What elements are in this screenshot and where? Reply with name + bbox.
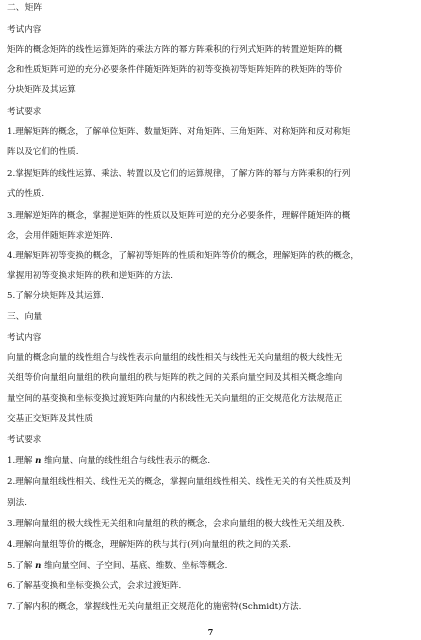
content-line-vector-3: 量空间的基变换和坐标变换过渡矩阵向量的内积线性无关向量组的正交规范化方法规范正: [7, 394, 343, 404]
req1-prefix: 1.理解: [7, 456, 33, 466]
content-line-vector-4: 交基正交矩阵及其性质: [7, 414, 93, 424]
requirement-line-matrix-2: 阵以及它们的性质.: [7, 147, 79, 157]
requirement-line-vector-5: 4.理解向量组等价的概念，理解矩阵的秩与其行(列)向量组的秩之间的关系.: [7, 540, 292, 550]
requirements-label-matrix: 考试要求: [7, 107, 42, 117]
requirement-line-matrix-7: 4.理解矩阵初等变换的概念，了解初等矩阵的性质和矩阵等价的概念，理解矩阵的秩的概念，: [7, 251, 359, 261]
requirements-label-vector: 考试要求: [7, 435, 42, 445]
requirement-line-matrix-5: 3.理解逆矩阵的概念，掌握逆矩阵的性质以及矩阵可逆的充分必要条件，理解伴随矩阵的概: [7, 211, 351, 221]
requirement-line-vector-3: 别法.: [7, 498, 27, 508]
content-line-matrix-1: 矩阵的概念矩阵的线性运算矩阵的乘法方阵的幂方阵乘积的行列式矩阵的转置逆矩阵的概: [7, 45, 343, 55]
requirement-line-vector-6: [7, 560, 416, 572]
content-line-matrix-3: 分块矩阵及其运算: [7, 85, 76, 95]
content-line-vector-2: 关组等价向量组向量组的秩向量组的秩与矩阵的秩之间的关系向量空间及其相关概念维向: [7, 373, 343, 383]
req5-prefix: 5.了解: [7, 561, 33, 571]
section-title-matrix: 二、矩阵: [7, 3, 43, 13]
requirement-line-vector-2: 2.理解向量组线性相关、线性无关的概念，掌握向量组线性相关、线性无关的有关性质及判: [7, 477, 351, 487]
variable-n: n: [35, 561, 42, 571]
requirement-line-matrix-6: 念，会用伴随矩阵求逆矩阵.: [7, 231, 113, 241]
content-label-vector: 考试内容: [7, 333, 42, 343]
requirement-line-vector-1: [7, 455, 416, 467]
requirement-line-vector-4: 3.理解向量组的极大线性无关组和向量组的秩的概念，会求向量组的极大线性无关组及秩.: [7, 519, 345, 529]
requirement-line-matrix-4: 式的性质.: [7, 189, 45, 199]
requirement-line-matrix-8: 掌握用初等变换求矩阵的秩和逆矩阵的方法.: [7, 271, 174, 281]
req5-suffix: 维向量空间、子空间、基底、维数、坐标等概念.: [44, 561, 228, 571]
content-line-matrix-2: 念和性质矩阵可逆的充分必要条件伴随矩阵矩阵的初等变换初等矩阵矩阵的秩矩阵的等价: [7, 65, 343, 75]
requirement-line-matrix-1: 1.理解矩阵的概念，了解单位矩阵、数量矩阵、对角矩阵、三角矩阵、对称矩阵和反对称矩: [7, 127, 351, 137]
section-title-vector: 三、向量: [7, 312, 43, 322]
content-label-matrix: 考试内容: [7, 25, 42, 35]
requirement-line-matrix-9: 5.了解分块矩阵及其运算.: [7, 291, 104, 301]
page-number: 7: [207, 627, 214, 637]
variable-n: n: [35, 456, 42, 466]
requirement-line-vector-7: 6.了解基变换和坐标变换公式，会求过渡矩阵.: [7, 581, 182, 591]
content-line-vector-1: 向量的概念向量的线性组合与线性表示向量组的线性相关与线性无关向量组的极大线性无: [7, 353, 343, 363]
req1-suffix: 维向量、向量的线性组合与线性表示的概念.: [44, 456, 211, 466]
requirement-line-matrix-3: 2.掌握矩阵的线性运算、乘法、转置以及它们的运算规律，了解方阵的幂与方阵乘积的行列: [7, 169, 351, 179]
requirement-line-vector-8: 7.了解内积的概念，掌握线性无关向量组正交规范化的施密特(Schmidt)方法.: [7, 602, 302, 612]
